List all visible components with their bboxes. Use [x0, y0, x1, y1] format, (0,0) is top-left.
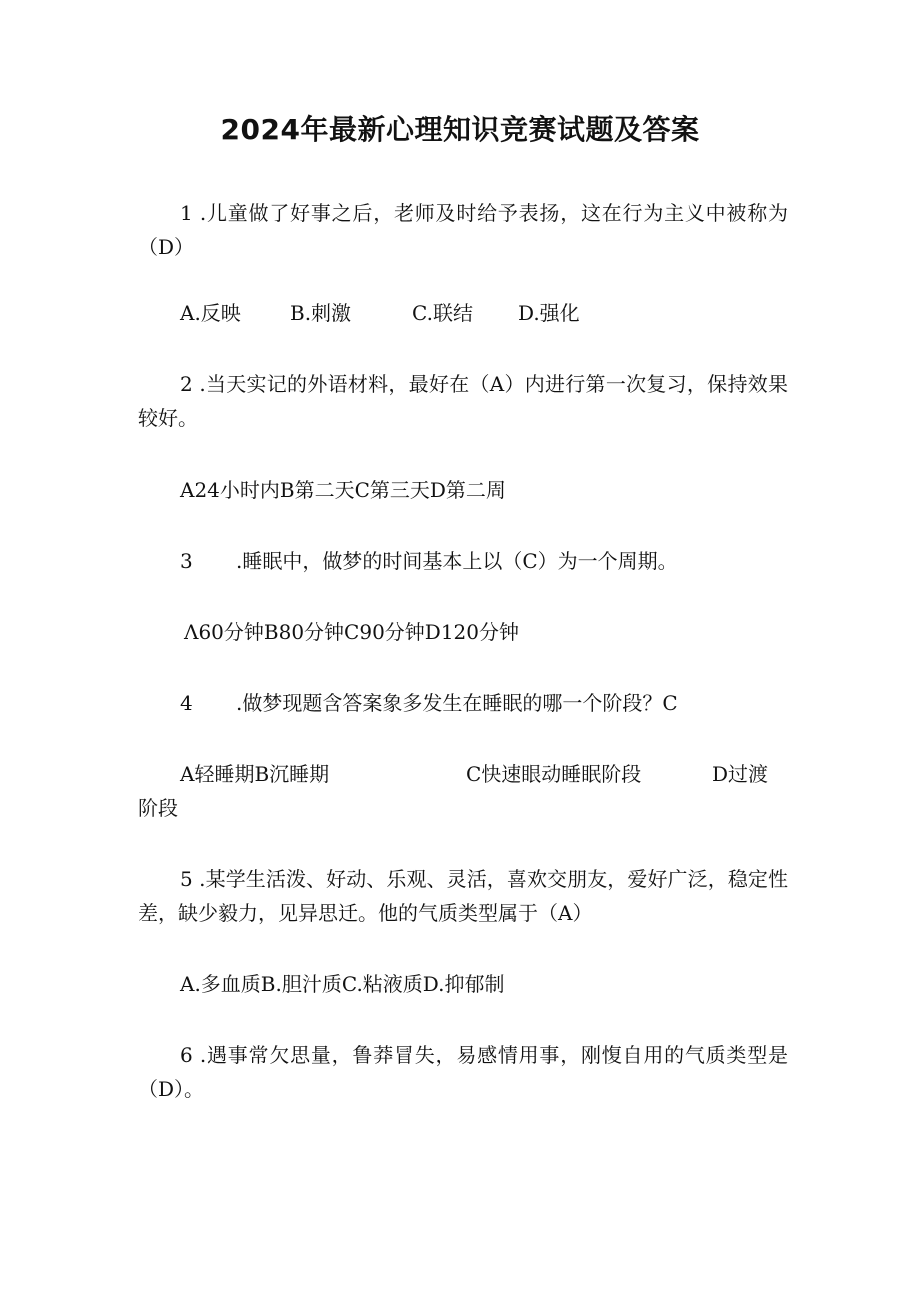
question-3-options: Λ60分钟B80分钟C90分钟D120分钟 [184, 620, 519, 644]
question-6-text: 6 .遇事常欠思量，鲁莽冒失，易感情用事，刚愎自用的气质类型是（D）。 [138, 1043, 788, 1101]
question-1-option-a: A.反映 [180, 301, 241, 325]
question-3-text: .睡眠中，做梦的时间基本上以（C）为一个周期。 [236, 549, 678, 573]
question-1-option-b: B.刺激 [290, 301, 352, 325]
question-1-option-d: D.强化 [518, 301, 580, 325]
question-1-option-c: C.联结 [412, 301, 473, 325]
question-5-text: 5 .某学生活泼、好动、乐观、灵活，喜欢交朋友，爱好广泛，稳定性差，缺少毅力，见异思迁。他的气质类型属于（A） [138, 867, 788, 925]
question-5-options: A.多血质B.胆汁质C.粘液质D.抑郁制 [180, 972, 505, 996]
question-4-number: 4 [180, 691, 193, 715]
question-4-text: .做梦现题含答案象多发生在睡眠的哪一个阶段？C [236, 691, 678, 715]
question-4-option-ab: A轻睡期B沉睡期 [180, 762, 330, 786]
question-2-text: 2 .当天实记的外语材料，最好在（A）内进行第一次复习，保持效果较好。 [138, 372, 788, 430]
question-4-options-continued: 阶段 [138, 796, 178, 820]
question-2-options: A24小时内B第二天C第三天D第二周 [180, 478, 506, 502]
question-4-option-c: C快速眼动睡眠阶段 [466, 762, 642, 786]
question-4-option-d: D过渡 [712, 762, 769, 786]
document-title: 2024年最新心理知识竞赛试题及答案 [220, 113, 700, 146]
question-3-number: 3 [180, 549, 193, 573]
question-1-text: 1 .儿童做了好事之后，老师及时给予表扬，这在行为主义中被称为（D） [138, 201, 788, 259]
